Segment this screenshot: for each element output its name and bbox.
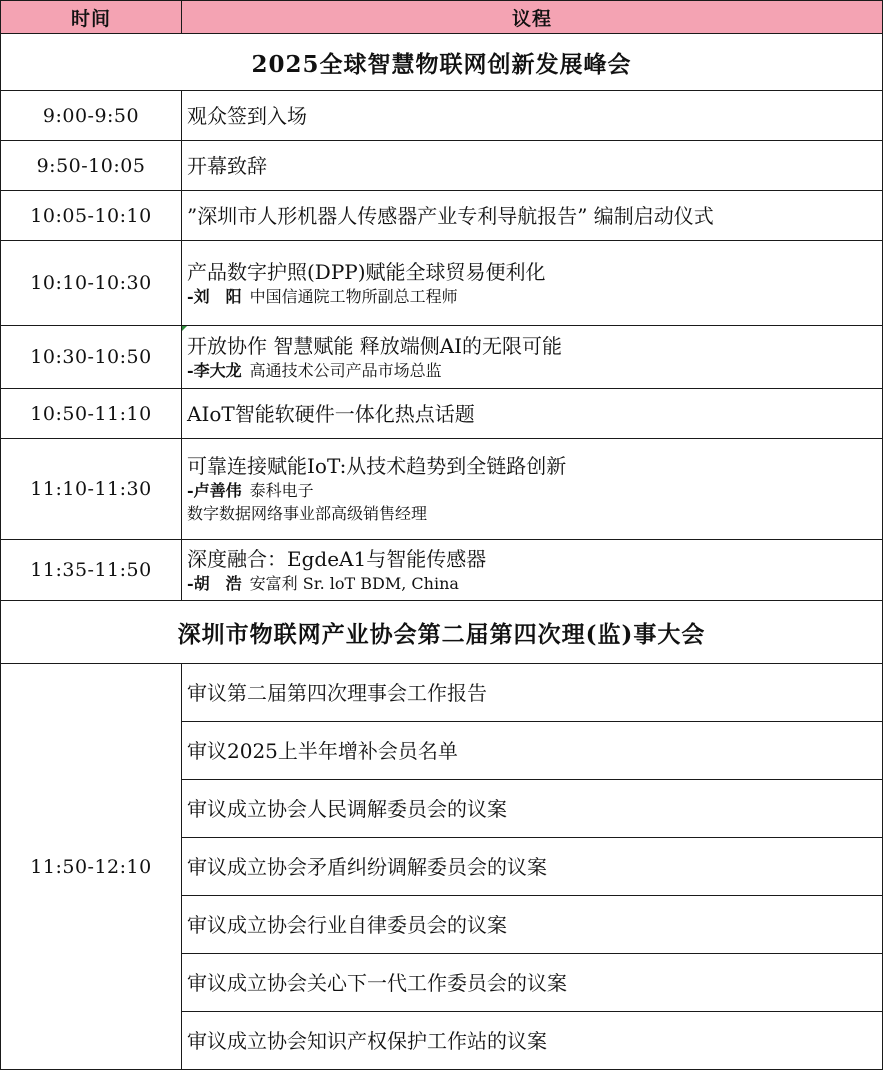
session-cell	[182, 540, 883, 601]
session-title: 可靠连接赋能IoT:从技术趋势到全链路创新	[187, 454, 567, 478]
time-column-header: 时间	[1, 1, 182, 34]
speaker-detail: 安富利 Sr. loT BDM, China	[249, 574, 459, 593]
session-cell	[182, 241, 883, 326]
review-item: 审议成立协会知识产权保护工作站的议案	[182, 1012, 883, 1070]
session-title: 深度融合：EgdeA1与智能传感器	[187, 547, 487, 571]
agenda-row	[1, 191, 883, 241]
review-item: 审议第二届第四次理事会工作报告	[182, 664, 883, 722]
agenda-column-header: 议程	[182, 1, 883, 34]
session-time: 11:50-12:10	[1, 664, 182, 1070]
summit-title: 2025全球智慧物联网创新发展峰会	[1, 34, 883, 91]
session-title: 开幕致辞	[187, 153, 267, 178]
speaker-line	[187, 286, 882, 308]
agenda-row	[1, 540, 883, 601]
speaker-line	[187, 360, 882, 382]
review-item: 审议2025上半年增补会员名单	[182, 722, 883, 780]
session-cell	[182, 141, 883, 191]
speaker-detail: 高通技术公司产品市场总监	[249, 361, 442, 380]
agenda-row	[1, 439, 883, 540]
session-time: 10:05-10:10	[1, 191, 182, 241]
agenda-row	[1, 664, 883, 722]
review-item: 审议成立协会关心下一代工作委员会的议案	[182, 954, 883, 1012]
agenda-row	[1, 241, 883, 326]
agenda-row	[1, 389, 883, 439]
session-time: 11:35-11:50	[1, 540, 182, 601]
session-time: 11:10-11:30	[1, 439, 182, 540]
speaker-title: 数字数据网络事业部高级销售经理	[187, 504, 428, 523]
session-time: 9:00-9:50	[1, 91, 182, 141]
agenda-row	[1, 326, 883, 389]
header-row	[1, 1, 883, 34]
speaker-name: -李大龙	[187, 361, 242, 380]
session-title: 产品数字护照(DPP)赋能全球贸易便利化	[187, 260, 546, 284]
speaker-name: -刘 阳	[187, 287, 242, 306]
review-item: 审议成立协会人民调解委员会的议案	[182, 780, 883, 838]
session-title: AIoT智能软硬件一体化热点话题	[187, 401, 475, 426]
session-title: ”深圳市人形机器人传感器产业专利导航报告” 编制启动仪式	[187, 203, 714, 228]
session-cell	[182, 191, 883, 241]
agenda-row	[1, 91, 883, 141]
session-cell	[182, 439, 883, 540]
session-time: 10:10-10:30	[1, 241, 182, 326]
session-time: 10:50-11:10	[1, 389, 182, 439]
agenda-row	[1, 141, 883, 191]
speaker-name: -胡 浩	[187, 574, 242, 593]
speaker-detail: 中国信通院工物所副总工程师	[249, 287, 458, 306]
session-cell	[182, 389, 883, 439]
speaker-line	[187, 573, 882, 595]
session-time: 10:30-10:50	[1, 326, 182, 389]
speaker-detail: 泰科电子	[249, 481, 314, 500]
session-title: 观众签到入场	[187, 103, 307, 128]
speaker-name: -卢善伟	[187, 481, 242, 500]
meeting-title: 深圳市物联网产业协会第二届第四次理(监)事大会	[1, 601, 883, 664]
session-cell	[182, 91, 883, 141]
session-time: 9:50-10:05	[1, 141, 182, 191]
session-cell	[182, 326, 883, 389]
review-item: 审议成立协会行业自律委员会的议案	[182, 896, 883, 954]
section-title-row	[1, 34, 883, 91]
session-title: 开放协作 智慧赋能 释放端侧AI的无限可能	[187, 334, 563, 358]
review-item: 审议成立协会矛盾纠纷调解委员会的议案	[182, 838, 883, 896]
speaker-line	[187, 480, 882, 502]
section-title-row	[1, 601, 883, 664]
